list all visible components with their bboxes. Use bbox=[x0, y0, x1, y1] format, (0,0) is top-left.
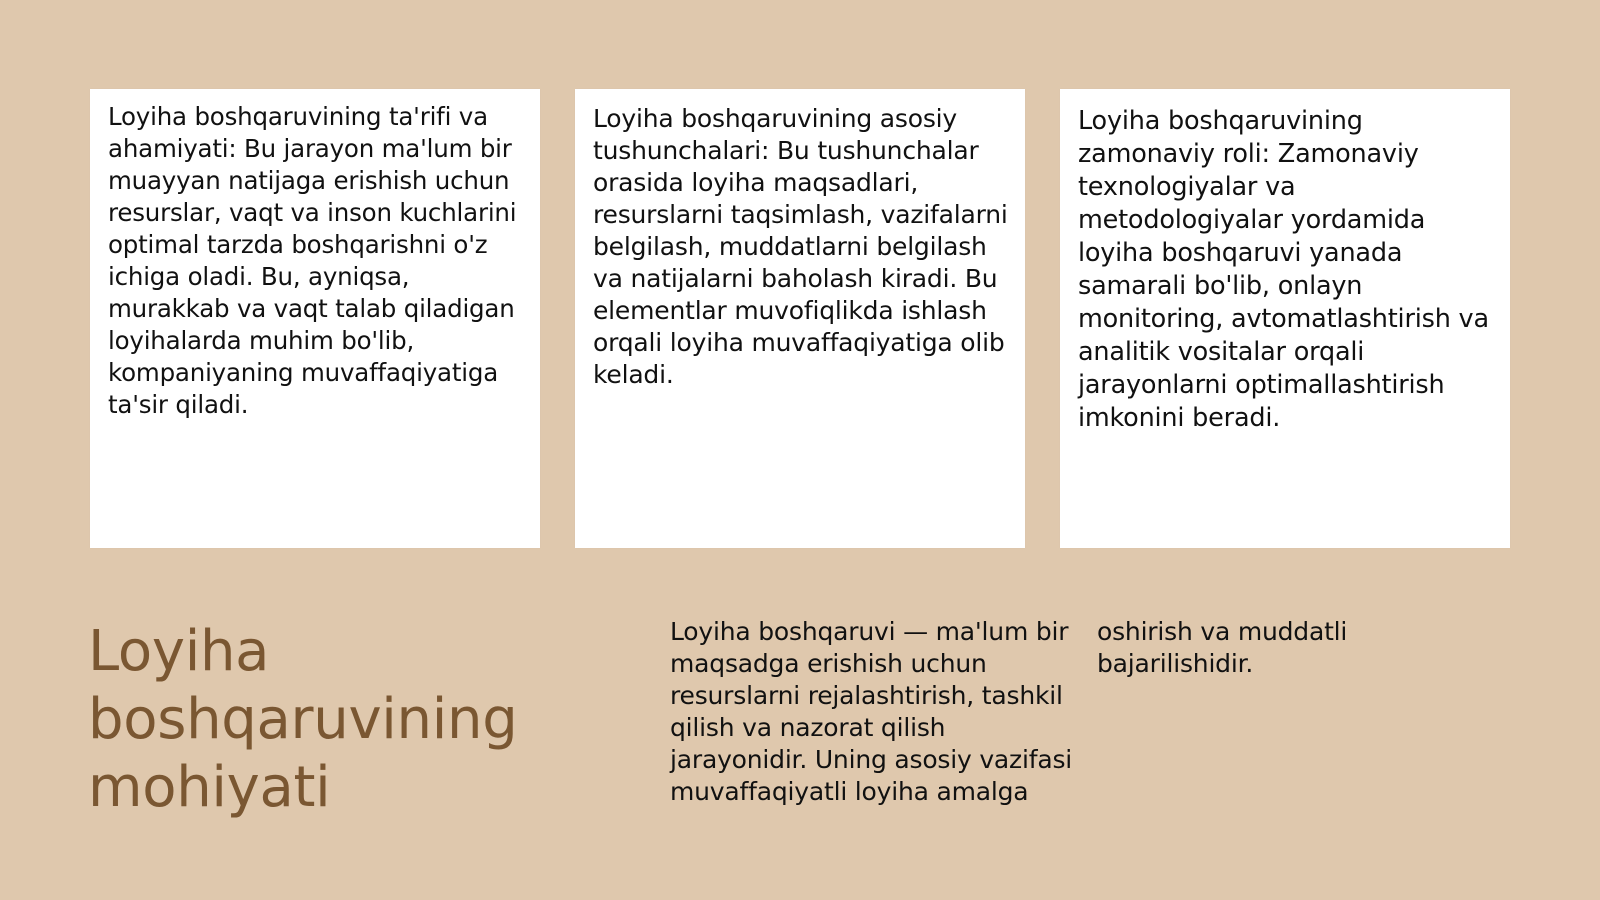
info-card-concepts bbox=[575, 89, 1025, 548]
slide-title: Loyiha boshqaruvining mohiyati bbox=[88, 619, 518, 820]
card-text: Loyiha boshqaruvining ta'rifi va ahamiyati: Bu jarayon ma'lum bir muayyan natijaga erishish uchun resurslar, vaqt va inson kuchlarini optimal tarzda boshqarishni o'z ichiga oladi. Bu, ayniqsa, murakkab va vaqt talab qiladigan loyihalarda muhim bo'lib, kompaniyaning muvaffaqiyatiga ta'sir qiladi. bbox=[108, 102, 517, 419]
info-card-definition bbox=[90, 89, 540, 548]
card-text: Loyiha boshqaruvining zamonaviy roli: Zamonaviy texnologiyalar va metodologiyalar yordamida loyiha boshqaruvi yanada samarali bo'lib, onlayn monitoring, avtomatlashtirish va analitik vositalar orqali jarayonlarni optimallashtirish imkonini beradi. bbox=[1078, 106, 1489, 433]
slide-body-text: Loyiha boshqaruvi — ma'lum bir maqsadga erishish uchun resurslarni rejalashtirish, tashkil qilish va nazorat qilish jarayonidir. Uning asosiy vazifasi muvaffaqiyatli loyiha amalga oshirish va muddatli bajarilishidir. bbox=[670, 617, 1348, 806]
card-text: Loyiha boshqaruvining asosiy tushunchalari: Bu tushunchalar orasida loyiha maqsadlari, resurslarni taqsimlash, vazifalarni belgilash, muddatlarni belgilash va natijalarni baholash kiradi. Bu elementlar muvofiqlikda ishlash orqali loyiha muvaffaqiyatiga olib keladi. bbox=[593, 104, 1008, 389]
info-card-modern-role bbox=[1060, 89, 1510, 548]
